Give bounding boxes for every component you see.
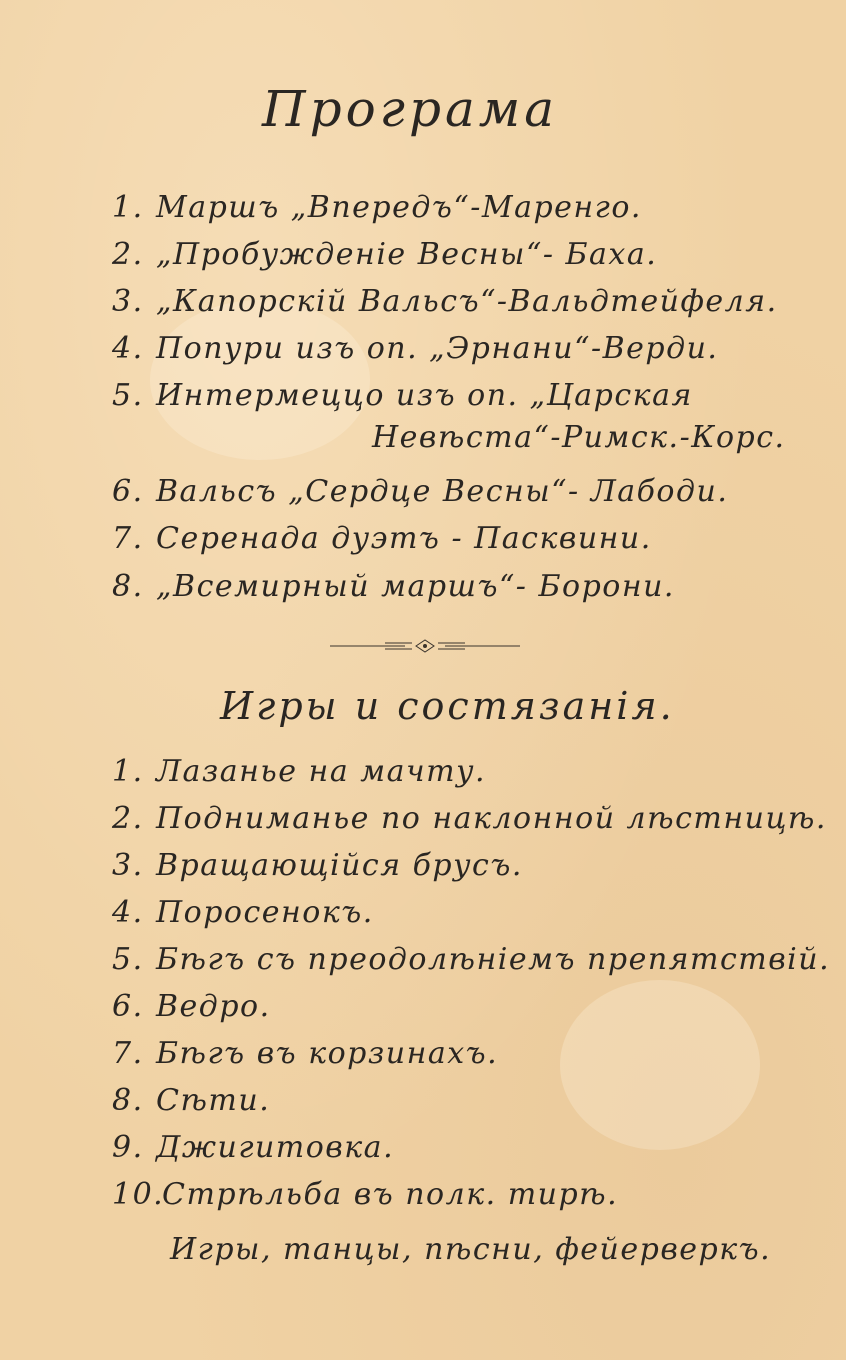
item-text: Стрѣльба въ полк. тирѣ. xyxy=(162,1177,619,1212)
program-item-continuation: Невѣста“-Римск.-Корс. xyxy=(372,420,786,455)
item-text: Вращающійся брусъ. xyxy=(156,848,523,883)
item-number: 7. xyxy=(112,1036,144,1071)
item-number: 10. xyxy=(112,1177,165,1212)
item-text: Вальсъ „Сердце Весны“- Лабоди. xyxy=(156,474,729,509)
games-item xyxy=(112,895,374,930)
program-title: Програма xyxy=(261,80,559,138)
item-number: 5. xyxy=(112,942,144,977)
games-item xyxy=(112,1177,619,1212)
games-item xyxy=(112,1083,271,1118)
item-text: „Всемирный маршъ“- Борони. xyxy=(156,569,675,604)
program-item xyxy=(112,190,642,225)
games-item xyxy=(112,1036,499,1071)
item-number: 3. xyxy=(112,848,144,883)
item-number: 1. xyxy=(112,190,144,225)
item-number: 8. xyxy=(112,569,144,604)
program-item xyxy=(112,521,652,556)
games-item xyxy=(112,942,831,977)
item-number: 7. xyxy=(112,521,144,556)
item-text: Интермеццо изъ оп. „Царская xyxy=(156,378,693,413)
item-text: Сѣти. xyxy=(156,1083,271,1118)
item-number: 3. xyxy=(112,284,144,319)
item-text: Поросенокъ. xyxy=(156,895,374,930)
games-item xyxy=(112,848,523,883)
item-number: 4. xyxy=(112,895,144,930)
games-title: Игры и состязанія. xyxy=(220,684,675,728)
item-number: 1. xyxy=(112,754,144,789)
games-item xyxy=(112,754,487,789)
item-text: Ведро. xyxy=(156,989,271,1024)
program-item xyxy=(112,378,693,413)
item-text: Джигитовка. xyxy=(156,1130,395,1165)
item-number: 5. xyxy=(112,378,144,413)
item-number: 8. xyxy=(112,1083,144,1118)
program-item xyxy=(112,569,675,604)
item-text: „Капорскій Вальсъ“-Вальдтейфеля. xyxy=(156,284,778,319)
item-number: 6. xyxy=(112,474,144,509)
program-item xyxy=(112,237,658,272)
paper-stain xyxy=(560,980,760,1150)
item-text: „Пробужденіе Весны“- Баха. xyxy=(156,237,658,272)
program-item xyxy=(112,474,729,509)
program-item xyxy=(112,284,778,319)
item-text: Маршъ „Впередъ“-Маренго. xyxy=(156,190,642,225)
item-text: Подниманье по наклонной лѣстницѣ. xyxy=(156,801,827,836)
ornamental-divider xyxy=(330,637,520,655)
item-number: 6. xyxy=(112,989,144,1024)
program-item xyxy=(112,331,719,366)
item-number: 4. xyxy=(112,331,144,366)
games-item xyxy=(112,1130,395,1165)
item-text: Бѣгъ въ корзинахъ. xyxy=(156,1036,499,1071)
games-item xyxy=(112,801,827,836)
item-text: Бѣгъ съ преодолѣніемъ препятствій. xyxy=(156,942,831,977)
closing-line: Игры, танцы, пѣсни, фейерверкъ. xyxy=(170,1232,772,1267)
item-text: Серенада дуэтъ - Пасквини. xyxy=(156,521,652,556)
item-text: Попури изъ оп. „Эрнани“-Верди. xyxy=(156,331,719,366)
games-item xyxy=(112,989,271,1024)
item-number: 2. xyxy=(112,237,144,272)
item-text: Лазанье на мачту. xyxy=(156,754,487,789)
item-number: 9. xyxy=(112,1130,144,1165)
item-number: 2. xyxy=(112,801,144,836)
